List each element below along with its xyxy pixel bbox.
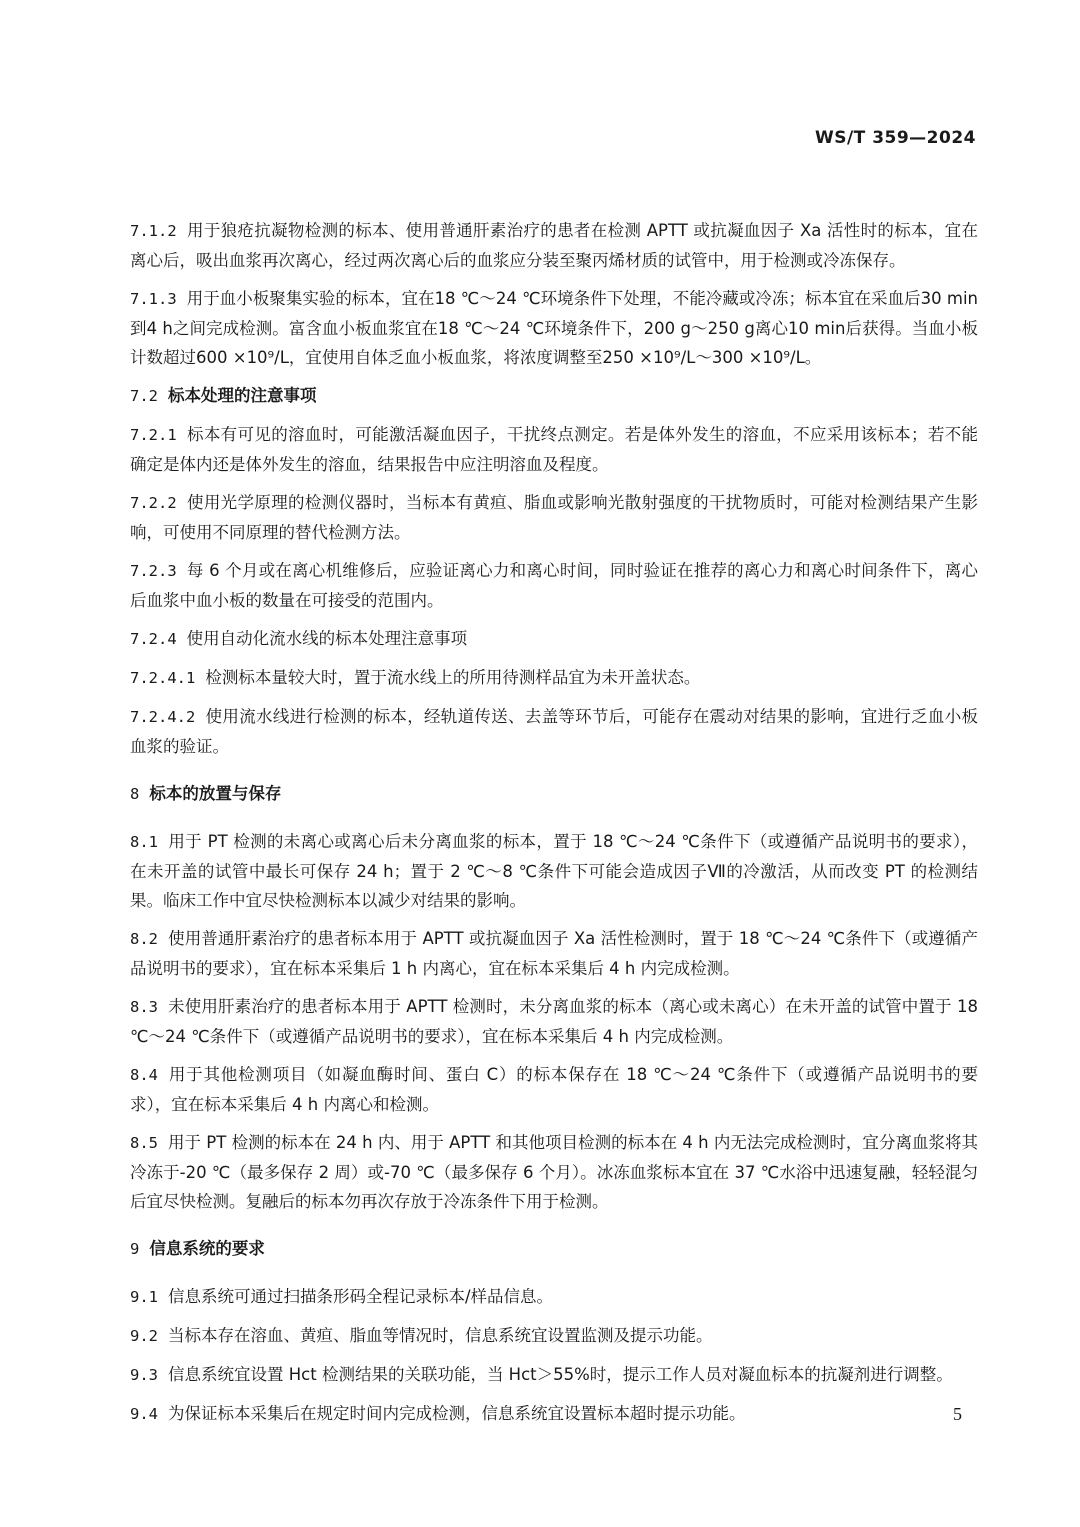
clause-8-3 <box>130 992 978 1051</box>
clause-8-1 <box>130 827 978 915</box>
clause-7-2-3 <box>130 556 978 615</box>
section-text: 信息系统的要求 <box>149 1239 265 1258</box>
clause-text: 当标本存在溶血、黄疸、脂血等情况时，信息系统宜设置监测及提示功能。 <box>168 1326 713 1345</box>
clause-number: 8.5 <box>130 1134 158 1152</box>
clause-text: 标本有可见的溶血时，可能激活凝血因子，干扰终点测定。若是体外发生的溶血，不应采用该标本；若不能确定是体内还是体外发生的溶血，结果报告中应注明溶血及程度。 <box>130 425 978 474</box>
clause-number: 7.1.2 <box>130 222 177 240</box>
clause-7-1-3 <box>130 284 978 372</box>
clause-number: 7.2.3 <box>130 562 177 580</box>
section-9-title <box>130 1234 978 1264</box>
clause-7-2-4-2 <box>130 702 978 761</box>
clause-text: 每 6 个月或在离心机维修后，应验证离心力和离心时间，同时验证在推荐的离心力和离心时间条件下，离心后血浆中血小板的数量在可接受的范围内。 <box>130 561 978 610</box>
section-number: 8 <box>130 785 140 803</box>
clause-9-3 <box>130 1360 978 1390</box>
clause-7-1-2 <box>130 216 978 275</box>
document-body <box>130 216 978 1438</box>
clause-number: 9.2 <box>130 1327 158 1345</box>
clause-9-1 <box>130 1282 978 1312</box>
page-number: 5 <box>953 1404 962 1424</box>
clause-text: 用于 PT 检测的标本在 24 h 内、用于 APTT 和其他项目检测的标本在 4 h 内无法完成检测时，宜分离血浆将其冷冻于-20 ℃（最多保存 2 周）或-70 ℃（最多保存 6 个月）。冰冻血浆标本宜在 37 ℃水浴中迅速复融，轻轻混匀后宜尽快检测。复融后的标本勿再次存放于冷冻条件下用于检测。 <box>130 1133 978 1211</box>
clause-text: 检测标本量较大时，置于流水线上的所用待测样品宜为未开盖状态。 <box>205 668 701 687</box>
clause-number: 8.4 <box>130 1066 158 1084</box>
clause-text: 为保证标本采集后在规定时间内完成检测，信息系统宜设置标本超时提示功能。 <box>168 1404 746 1423</box>
heading-number: 7.2 <box>130 387 158 405</box>
clause-7-2-4-1 <box>130 663 978 693</box>
clause-8-2 <box>130 924 978 983</box>
clause-text: 信息系统宜设置 Hct 检测结果的关联功能，当 Hct＞55%时，提示工作人员对凝血标本的抗凝剂进行调整。 <box>168 1365 953 1384</box>
section-8-title <box>130 779 978 809</box>
clause-7-2-2 <box>130 488 978 547</box>
clause-number: 7.2.4 <box>130 630 177 648</box>
heading-text: 标本处理的注意事项 <box>168 386 317 405</box>
clause-text: 未使用肝素治疗的患者标本用于 APTT 检测时，未分离血浆的标本（离心或未离心）在未开盖的试管中置于 18 ℃～24 ℃条件下（或遵循产品说明书的要求），宜在标本采集后 4 h 内完成检测。 <box>130 997 978 1046</box>
clause-number: 7.2.2 <box>130 494 177 512</box>
clause-number: 8.1 <box>130 833 158 851</box>
clause-text: 使用流水线进行检测的标本，经轨道传送、去盖等环节后，可能存在震动对结果的影响，宜进行乏血小板血浆的验证。 <box>130 707 978 756</box>
clause-9-2 <box>130 1321 978 1351</box>
clause-number: 7.2.1 <box>130 426 177 444</box>
clause-7-2-4 <box>130 624 978 654</box>
clause-text: 用于血小板聚集实验的标本，宜在18 ℃～24 ℃环境条件下处理，不能冷藏或冷冻；标本宜在采血后30 min到4 h之间完成检测。富含血小板血浆宜在18 ℃～24 ℃环境条件下，200 g～250 g离心10 min后获得。当血小板计数超过600 ×10⁹/L，宜使用自体乏血小板血浆，将浓度调整至250 ×10⁹/L～300 ×10⁹/L。 <box>130 289 978 367</box>
clause-number: 7.2.4.2 <box>130 708 196 726</box>
clause-8-5 <box>130 1128 978 1216</box>
clause-number: 9.1 <box>130 1288 158 1306</box>
standard-code: WS/T 359—2024 <box>814 128 976 148</box>
clause-number: 9.4 <box>130 1405 158 1423</box>
clause-8-4 <box>130 1060 978 1119</box>
clause-7-2-1 <box>130 420 978 479</box>
clause-text: 用于 PT 检测的未离心或离心后未分离血浆的标本，置于 18 ℃～24 ℃条件下（或遵循产品说明书的要求），在未开盖的试管中最长可保存 24 h；置于 2 ℃～8 ℃条件下可能会造成因子Ⅶ的冷激活，从而改变 PT 的检测结果。临床工作中宜尽快检测标本以减少对结果的影响。 <box>130 832 978 910</box>
clause-number: 8.3 <box>130 998 158 1016</box>
clause-text: 信息系统可通过扫描条形码全程记录标本/样品信息。 <box>168 1287 554 1306</box>
clause-number: 8.2 <box>130 930 158 948</box>
clause-text: 使用普通肝素治疗的患者标本用于 APTT 或抗凝血因子 Xa 活性检测时，置于 18 ℃～24 ℃条件下（或遵循产品说明书的要求），宜在标本采集后 1 h 内离心，宜在标本采集后 4 h 内完成检测。 <box>130 929 978 978</box>
clause-9-4 <box>130 1399 978 1429</box>
clause-number: 7.2.4.1 <box>130 669 196 687</box>
clause-text: 使用自动化流水线的标本处理注意事项 <box>186 629 468 648</box>
section-text: 标本的放置与保存 <box>149 784 282 803</box>
clause-number: 9.3 <box>130 1366 158 1384</box>
heading-7-2 <box>130 381 978 411</box>
clause-text: 用于狼疮抗凝物检测的标本、使用普通肝素治疗的患者在检测 APTT 或抗凝血因子 Xa 活性时的标本，宜在离心后，吸出血浆再次离心，经过两次离心后的血浆应分装至聚丙烯材质的试管中，用于检测或冷冻保存。 <box>130 221 978 270</box>
clause-text: 用于其他检测项目（如凝血酶时间、蛋白 C）的标本保存在 18 ℃～24 ℃条件下（或遵循产品说明书的要求），宜在标本采集后 4 h 内离心和检测。 <box>130 1065 978 1114</box>
clause-number: 7.1.3 <box>130 290 177 308</box>
clause-text: 使用光学原理的检测仪器时，当标本有黄疸、脂血或影响光散射强度的干扰物质时，可能对检测结果产生影响，可使用不同原理的替代检测方法。 <box>130 493 978 542</box>
section-number: 9 <box>130 1240 140 1258</box>
